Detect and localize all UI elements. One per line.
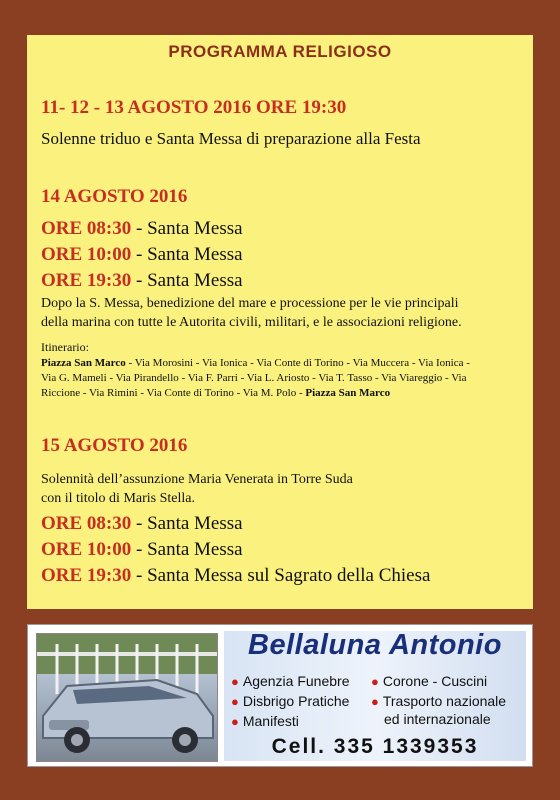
- service-label: Manifesti: [242, 713, 299, 729]
- mass-time: ORE 10:00: [41, 244, 132, 265]
- service-item: [371, 693, 506, 709]
- itinerary-line-3: [41, 387, 390, 399]
- mass-desc: - Santa Messa sul Sagrato della Chiesa: [131, 565, 431, 586]
- section2-mass-1: [41, 218, 243, 240]
- section2-mass-3: [41, 270, 243, 292]
- section3-text-2: con il titolo di Maris Stella.: [41, 491, 195, 506]
- mass-time: ORE 10:00: [41, 539, 132, 560]
- section3-text-1: Solennità dell’assunzione Maria Venerata in Torre Suda: [41, 472, 353, 487]
- phone-number: Cell. 335 1339353: [271, 735, 479, 758]
- mass-desc: - Santa Messa: [131, 270, 243, 291]
- bullet-icon: ●: [371, 674, 379, 689]
- bullet-icon: ●: [231, 694, 239, 709]
- program-heading: PROGRAMMA RELIGIOSO: [168, 42, 392, 61]
- section2-note-2: della marina con tutte le Autorita civili, militari, e le associazioni religione.: [41, 315, 462, 330]
- itinerary-line-2: Via G. Mameli - Via Pirandello - Via F. Parri - Via L. Ariosto - Via T. Tasso - Via Viareggio - Via: [41, 372, 467, 384]
- mass-desc: - Santa Messa: [131, 218, 243, 239]
- service-label: Agenzia Funebre: [242, 673, 350, 689]
- itinerary-start: Piazza San Marco: [41, 357, 126, 369]
- section2-mass-2: [41, 244, 243, 266]
- section3-mass-1: [41, 513, 243, 535]
- mass-desc: - Santa Messa: [131, 244, 243, 265]
- mass-time: ORE 08:30: [41, 513, 132, 534]
- service-label: Disbrigo Pratiche: [242, 693, 350, 709]
- bullet-icon: ●: [371, 694, 379, 709]
- itinerary-line-1: [41, 357, 470, 369]
- funeral-agency-ad: [27, 624, 533, 767]
- mass-time: ORE 19:30: [41, 270, 132, 291]
- section1-text: Solenne triduo e Santa Messa di preparazione alla Festa: [41, 129, 421, 148]
- section3-mass-3: [41, 565, 430, 587]
- mass-desc: - Santa Messa: [131, 513, 243, 534]
- service-item: [231, 693, 349, 709]
- bullet-icon: ●: [231, 674, 239, 689]
- itinerary-text: Riccione - Via Rimini - Via Conte di Torino - Via M. Polo -: [41, 387, 306, 399]
- mass-time: ORE 19:30: [41, 565, 132, 586]
- section3-date: 15 AGOSTO 2016: [41, 435, 188, 456]
- hearse-photo: [36, 633, 218, 762]
- section3-mass-2: [41, 539, 243, 561]
- mass-time: ORE 08:30: [41, 218, 132, 239]
- service-label: Corone - Cuscini: [382, 673, 488, 689]
- itinerary-label: Itinerario:: [41, 340, 89, 354]
- service-item: [371, 673, 487, 689]
- service-item: [231, 673, 350, 689]
- hearse-car-icon: [37, 634, 217, 761]
- mass-desc: - Santa Messa: [131, 539, 243, 560]
- agency-name: Bellaluna Antonio: [248, 629, 502, 661]
- program-panel: [27, 35, 533, 609]
- service-item: [231, 713, 299, 729]
- service-item-continued: ed internazionale: [384, 711, 491, 727]
- itinerary-end: Piazza San Marco: [305, 387, 391, 399]
- itinerary-text: - Via Morosini - Via Ionica - Via Conte di Torino - Via Muccera - Via Ionica -: [125, 357, 470, 369]
- bullet-icon: ●: [231, 714, 239, 729]
- section2-note-1: Dopo la S. Messa, benedizione del mare e processione per le vie principali: [41, 296, 459, 311]
- section1-date: 11- 12 - 13 AGOSTO 2016 ORE 19:30: [41, 97, 347, 118]
- section2-date: 14 AGOSTO 2016: [41, 186, 188, 207]
- service-label: Trasporto nazionale: [382, 693, 507, 709]
